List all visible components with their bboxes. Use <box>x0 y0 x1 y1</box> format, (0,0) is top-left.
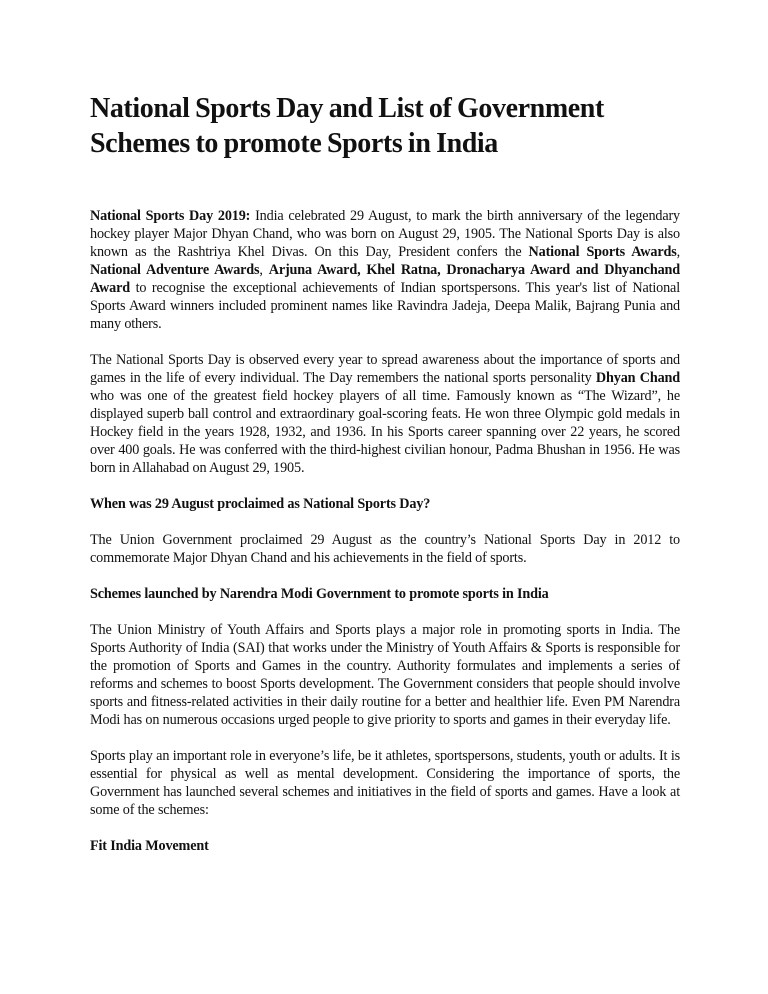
intro-sep-2: , <box>259 262 269 278</box>
document-title: National Sports Day and List of Government Schemes to promote Sports in India <box>90 93 604 159</box>
importance-paragraph: Sports play an important role in everyone’s life, be it athletes, sportspersons, students, youth or adults. It is essential for physical as well as mental development. Considering the importance of sports, the Government has launched several schemes and initiatives in the field of sports and games. Have a look at some of the schemes: <box>90 748 680 818</box>
intro-text-2: to recognise the exceptional achievements of Indian sportspersons. This year's list of National Sports Award winners included prominent names like Ravindra Jadeja, Deepa Malik, Bajrang Punia and many others. <box>90 280 680 332</box>
proclamation-paragraph: The Union Government proclaimed 29 August as the country’s National Sports Day in 2012 to commemorate Major Dhyan Chand and his achievements in the field of sports. <box>90 532 680 566</box>
heading-fit-india: Fit India Movement <box>90 838 209 854</box>
award-national-adventure: National Adventure Awards <box>90 262 260 278</box>
award-national-sports: National Sports Awards <box>528 244 677 260</box>
document-page <box>90 91 680 873</box>
heading-schemes: Schemes launched by Narendra Modi Government to promote sports in India <box>90 586 549 602</box>
para2-text-1: The National Sports Day is observed every year to spread awareness about the importance of sports and games in the life of every individual. The Day remembers the national sports personality <box>90 352 680 386</box>
intro-paragraph <box>90 207 680 333</box>
dhyan-chand-paragraph <box>90 351 680 477</box>
ministry-paragraph: The Union Ministry of Youth Affairs and Sports plays a major role in promoting sports in India. The Sports Authority of India (SAI) that works under the Ministry of Youth Affairs & Sports is responsible for the promotion of Sports and Games in the country. Authority formulates and implements a series of reforms and schemes to boost Sports development. The Government considers that people should involve sports and fitness-related activities in their daily routine for a better and healthier life. Even PM Narendra Modi has on numerous occasions urged people to give priority to sports and games in their everyday life. <box>90 622 680 728</box>
intro-sep-1: , <box>676 244 680 260</box>
intro-text-1: India celebrated 29 August, to mark the birth anniversary of the legendary hockey player Major Dhyan Chand, who was born on August 29, 1905. The National Sports Day is also known as the Rashtriya Khel Divas. On this Day, President confers the <box>90 208 680 260</box>
heading-proclaimed: When was 29 August proclaimed as National Sports Day? <box>90 496 431 512</box>
dhyan-chand-name: Dhyan Chand <box>595 370 680 386</box>
award-list: Arjuna Award, Khel Ratna, Dronacharya Award and Dhyanchand Award <box>90 262 680 296</box>
intro-label: National Sports Day 2019: <box>90 208 251 224</box>
para2-text-2: who was one of the greatest field hockey players of all time. Famously known as “The Wizard”, he displayed superb ball control and extraordinary goal-scoring feats. He won three Olympic gold medals in Hockey field in the years 1928, 1932, and 1936. In his Sports career spanning over 22 years, he scored over 400 goals. He was conferred with the third-highest civilian honour, Padma Bhushan in 1956. He was born in Allahabad on August 29, 1905. <box>90 388 680 476</box>
